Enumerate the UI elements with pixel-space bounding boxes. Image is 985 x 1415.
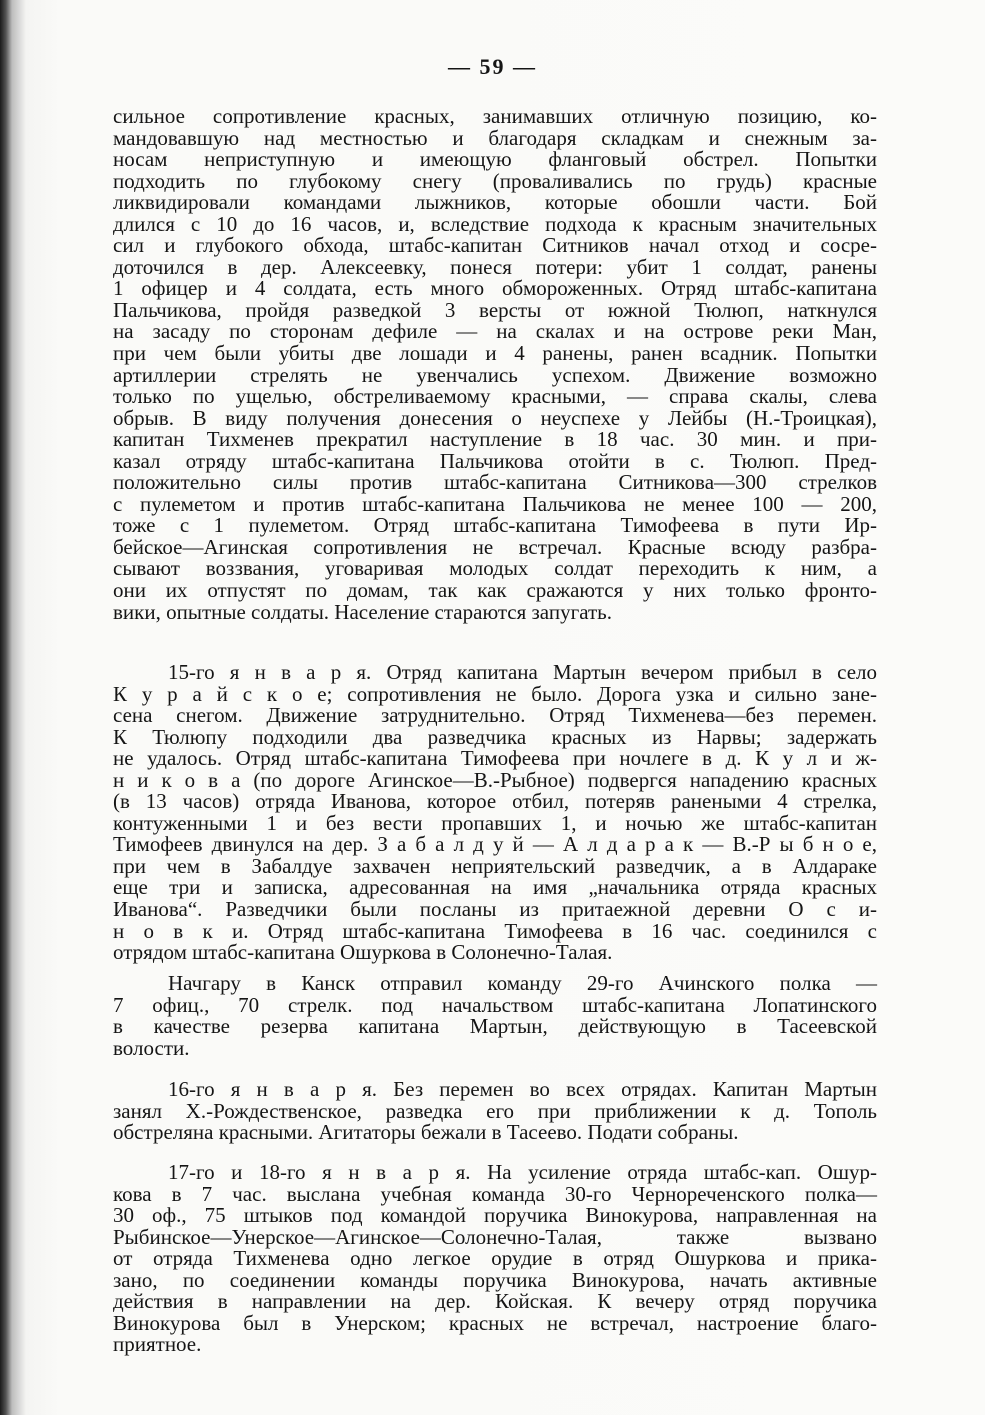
text-line: контуженными 1 и без вести пропавших 1, и ночью же штабс-капитан (113, 810, 877, 835)
text-line: обстреляна красными. Агитаторы бежали в Тасеево. Подати собраны. (113, 1120, 739, 1145)
text-line: Начгару в Канск отправил команду 29-го Ачинского полка — (168, 971, 877, 995)
text-line: вики, опытные солдаты. Население стараются запугать. (113, 599, 612, 624)
text-line: (в 13 часов) отряда Иванова, которое отбил, потеряв ранеными 4 стрелка, (113, 789, 877, 814)
text-line: при чем в Забалдуе захвачен неприятельский разведчик, а в Алдараке (113, 853, 877, 878)
text-line: сывают воззвания, уговаривая молодых солдат переходить к ним, а (113, 556, 877, 581)
text-line: кова в 7 час. выслана учебная команда 30-го Чернореченского полка— (113, 1181, 877, 1206)
text-line: Рыбинское—Унерское—Агинское—Солонечно-Талая, также вызвано (113, 1224, 877, 1249)
paragraph-continued (113, 106, 877, 623)
text-line: К Тюлюпу подходили два разведчика красных из Нарвы; задержать (113, 724, 877, 749)
text-line: 16-го я н в а р я. Без перемен во всех отрядах. Капитан Мартын (168, 1077, 877, 1101)
text-line: приятное. (113, 1332, 202, 1357)
paragraph-jan-16 (113, 1079, 877, 1144)
text-line: капитан Тихменев прекратил наступление в 18 час. 30 мин. и при- (113, 427, 877, 452)
text-line: они их отпустят по домам, так как сражаются у них только фронто- (113, 578, 877, 603)
text-line: Тимофеев двинулся на дер. З а б а л д у й — А л д а р а к — В.-Р ы б н о е, (113, 832, 877, 857)
text-line: Винокурова был в Унерском; красных не встречал, настроение благо- (113, 1310, 877, 1335)
text-line: волости. (113, 1035, 190, 1060)
text-line: при чем были убиты две лошади и 4 ранены, ранен всадник. Попытки (113, 341, 877, 366)
text-line: не удалось. Отряд штабс-капитана Тимофеева при ночлеге в д. К у л и ж- (113, 746, 877, 771)
text-line: сильное сопротивление красных, занимавших отличную позицию, ко- (113, 104, 877, 128)
text-line: зано, по соединении команды поручика Винокурова, начать активные (113, 1267, 877, 1292)
text-line: сил и глубокого обхода, штабс-капитан Ситников начал отход и сосре- (113, 233, 877, 258)
paragraph-jan-17-18 (113, 1162, 877, 1356)
text-line: 1 офицер и 4 солдата, есть много обмороженных. Отряд штабс-капитана (113, 276, 877, 301)
text-line: тоже с 1 пулеметом. Отряд штабс-капитана Тимофеева в пути Ир- (113, 513, 877, 538)
text-line: от отряда Тихменева одно легкое орудие в отряд Ошуркова и прика- (113, 1246, 877, 1271)
text-line: Иванова“. Разведчики были посланы из притаежной деревни О с и- (113, 897, 877, 922)
page-number: — 59 — (448, 54, 537, 79)
text-line: на засаду по сторонам дефиле — на скалах и на острове реки Ман, (113, 319, 877, 344)
text-line: 30 оф., 75 штыков под командой поручика Винокурова, направленная на (113, 1203, 877, 1228)
paragraph-jan-15 (113, 662, 877, 964)
text-line: артиллерии стрелять не увенчались успехом. Движение возможно (113, 362, 877, 387)
text-line: действия в направлении на дер. Койская. К вечеру отряд поручика (113, 1289, 877, 1314)
text-line: К у р а й с к о е; сопротивления не было. Дорога узка и сильно зане- (113, 681, 877, 706)
text-line: ликвидировали командами лыжников, которые обошли части. Бой (113, 190, 877, 215)
text-line: только по ущелью, обстреливаемому красными, — справа скалы, слева (113, 384, 877, 409)
text-line: занял Х.-Рождественское, разведка его при приближении к д. Тополь (113, 1098, 877, 1123)
text-line: обрыв. В виду получения донесения о неуспехе у Лейбы (Н.-Троицкая), (113, 405, 877, 430)
text-line: н и к о в а (по дороге Агинское—В.-Рыбное) подвергся нападению красных (113, 767, 877, 792)
paragraph-nachgaru (113, 973, 877, 1059)
text-line: 7 офиц., 70 стрелк. под начальством штабс-капитана Лопатинского (113, 992, 877, 1017)
text-line: мандовавшую над местностью и благодаря складкам и снежным за- (113, 125, 877, 150)
text-line: длился с 10 до 16 часов, и, вследствие подхода к красным значительных (113, 211, 877, 236)
text-line: казал отряду штабс-капитана Пальчикова отойти в с. Тюлюп. Пред- (113, 448, 877, 473)
text-line: 15-го я н в а р я. Отряд капитана Мартын вечером прибыл в село (168, 660, 877, 684)
text-line: подходить по глубокому снегу (проваливались по грудь) красные (113, 168, 877, 193)
text-line: еще три и записка, адресованная на имя „начальника отряда красных (113, 875, 877, 900)
text-line: 17-го и 18-го я н в а р я. На усиление отряда штабс-кап. Ошур- (168, 1160, 877, 1184)
text-line: доточился в дер. Алексеевку, понеся потери: убит 1 солдат, ранены (113, 254, 877, 279)
text-line: бейское—Агинская сопротивления не встречал. Красные всюду разбра- (113, 534, 877, 559)
text-line: носам неприступную и имеющую фланговый обстрел. Попытки (113, 147, 877, 172)
text-line: отрядом штабс-капитана Ошуркова в Солонечно-Талая. (113, 940, 613, 965)
text-line: Пальчикова, пройдя разведкой 3 версты от южной Тюлюп, наткнулся (113, 297, 877, 322)
text-line: в качестве резерва капитана Мартын, действующую в Тасеевской (113, 1014, 877, 1039)
text-line: с пулеметом и против штабс-капитана Пальчикова не менее 100 — 200, (113, 491, 877, 516)
text-line: положительно силы против штабс-капитана Ситникова—300 стрелков (113, 470, 877, 495)
text-line: сена снегом. Движение затруднительно. Отряд Тихменева—без перемен. (113, 703, 877, 728)
text-line: н о в к и. Отряд штабс-капитана Тимофеева в 16 час. соединился с (113, 918, 877, 943)
